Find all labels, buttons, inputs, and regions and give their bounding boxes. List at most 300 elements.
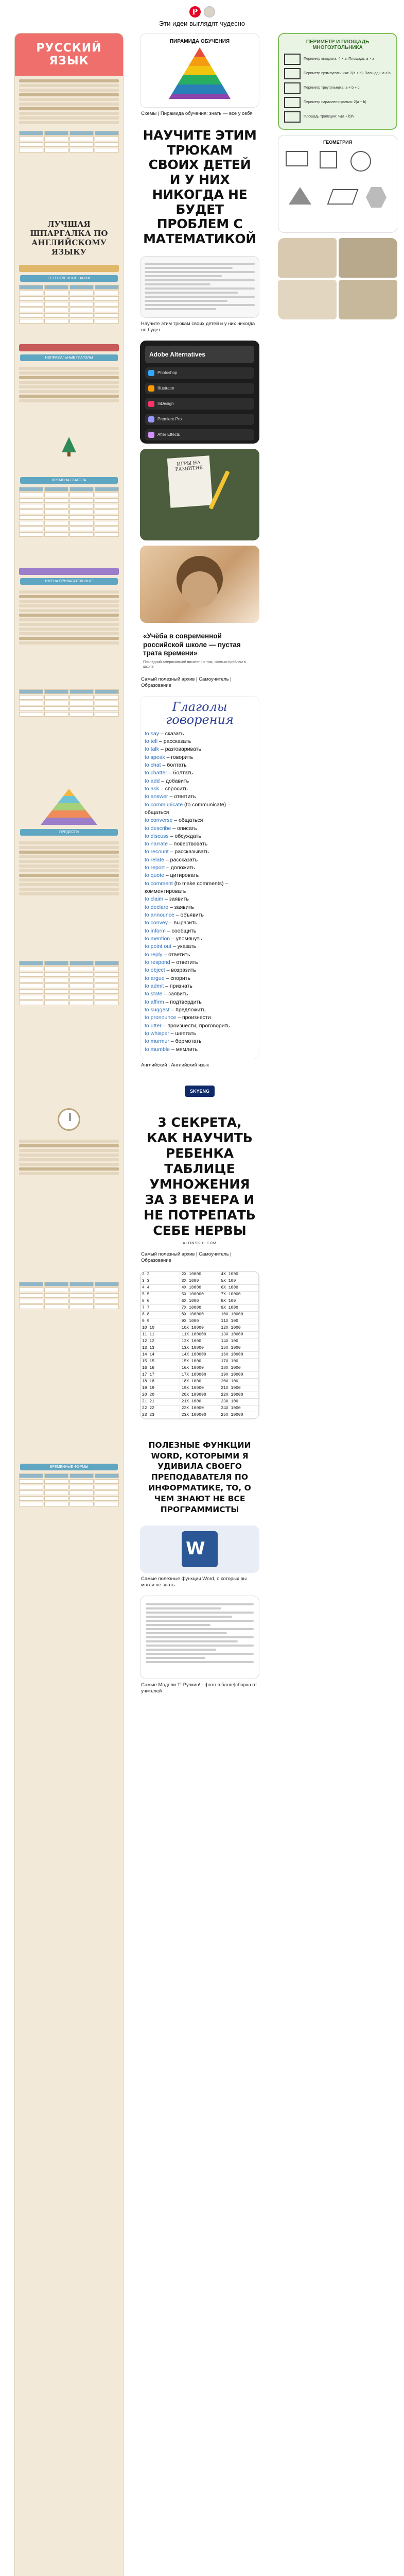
adobe-item [145,398,254,410]
verb-en: to affirm [145,998,164,1005]
table-cell: 4X 1000 [219,1272,259,1278]
section-label-2: НЕПРАВИЛЬНЫЕ ГЛАГОЛЫ [20,354,118,361]
grid-6 [19,1282,119,1309]
verb-en: to comment [145,880,173,887]
verb-en: to converse [145,817,173,824]
table-cell: 3X 1000 [180,1278,220,1284]
ribbon [19,344,119,351]
verb-item [145,880,255,896]
geo-row [284,111,391,123]
pin-multiplication-secrets[interactable] [140,1112,259,1248]
table-cell: 10X 10000 [180,1325,220,1331]
verb-ru: – спорить [164,975,190,981]
rows-6 [15,1136,123,1179]
table-row [140,1325,259,1332]
geo-row [284,97,391,108]
table-cell: 23X 100 [219,1399,259,1405]
table-cell: 10X 10000 [219,1312,259,1318]
verb-en: to quote [145,872,164,879]
table-cell: 22 22 [140,1405,180,1412]
table-cell: 17X 100000 [180,1372,220,1378]
section-label-5: ПРЕДЛОГИ [20,829,118,836]
grid-7 [19,1473,119,1506]
verb-ru: – предложить [169,1007,206,1013]
table-cell: 7X 10000 [180,1305,220,1311]
pin-school-quote[interactable] [140,628,259,674]
table-cell: 7 7 [140,1305,180,1311]
pin-child-photo[interactable] [140,546,259,623]
classroom-photo [278,280,337,319]
child-photo [182,571,218,607]
math-tricks-text: НАУЧИТЕ ЭТИМ ТРЮКАМ СВОИХ ДЕТЕЙ И У НИХ НИКОГДА НЕ БУДЕТ ПРОБЛЕМ С МАТЕМАТИКОЙ [143,127,257,247]
pin-games-chalkboard[interactable] [140,449,259,540]
adobe-item [145,367,254,379]
verb-ru: (to make comments) – комментировать [145,880,229,895]
grid-3 [19,487,119,537]
verb-en: to narrate [145,841,168,848]
table-row [140,1332,259,1338]
middle-column [140,33,259,1702]
verb-ru: – обсуждать [168,833,201,839]
polygon-shape [284,97,301,108]
table-row [140,1292,259,1298]
verb-ru: – заявить [163,896,189,903]
table-cell: 6X 1000 [219,1285,259,1291]
verb-ru: – цитировать [164,872,199,879]
table-cell: 6X 1000 [180,1298,220,1304]
verb-ru: – сообщить [165,927,197,934]
verb-ru: – упомянуть [170,936,202,942]
learning-pyramid-graphic [169,47,231,99]
table-cell: 5 5 [140,1292,180,1298]
verb-en: to argue [145,975,165,981]
table-cell: 17X 100 [219,1359,259,1365]
left-column [14,33,124,2576]
verb-ru: – доложить [165,865,195,871]
table-cell: 6 6 [140,1298,180,1304]
table-row [140,1272,259,1278]
verb-en: to suggest [145,1007,170,1013]
verb-en: to mention [145,936,170,942]
geo-title: ПЕРИМЕТР И ПЛОЩАДЬ МНОГОУГОЛЬНИКА [306,39,370,50]
table-cell: 24X 1000 [219,1405,259,1412]
right-column [278,33,397,325]
verb-item [145,745,255,753]
table-cell: 4 4 [140,1285,180,1291]
rus-head-title: РУССКИЙ ЯЗЫК [15,33,123,76]
verb-item [145,769,255,777]
school-quote-sub: Последний американский писатель о том, сколько проблем в школе [143,660,246,669]
verb-en: to respond [145,959,170,966]
table-row [140,1338,259,1345]
polygon-shape [284,54,301,65]
verb-ru: – выразить [167,920,198,926]
verb-item [145,825,255,833]
pyramid-graphic [41,789,97,825]
verb-ru: – заявить [162,991,188,997]
adobe-item [145,383,254,394]
avatar[interactable] [204,6,215,18]
verb-ru: – объявить [174,912,204,919]
table-cell: 13X 10000 [180,1345,220,1351]
rows-2 [15,363,123,406]
table-row [140,1352,259,1359]
table-cell: 5X 100000 [180,1292,220,1298]
secret-sub: ALONSKIH.COM [183,1241,217,1245]
word-app-icon [182,1531,218,1567]
verb-item [145,1046,255,1054]
table-cell: 12X 1000 [180,1338,220,1345]
geo-formula: Периметр прямоугольника: 2(a + b); Площадь: a × b [304,71,391,75]
pin-caption[interactable]: Самый полезный архив | Самоучитель | Образование [141,1251,232,1263]
table-cell: 25X 10000 [219,1412,259,1418]
rus-grid [19,131,119,152]
table-row [140,1305,259,1312]
verb-item [145,943,255,951]
adobe-title: Adobe Alternatives [145,346,254,363]
geo-formula: Площадь трапеции: ½(a + b)h [304,114,354,118]
table-cell: 7X 10000 [219,1292,259,1298]
rows-5 [15,838,123,899]
verb-en: to point out [145,943,171,950]
section-label-1: ЕСТЕСТВЕННЫЕ НАУКИ [20,275,118,282]
pin-speaking-verbs[interactable] [140,696,259,1059]
verb-ru: – подтвердить [164,998,202,1005]
verb-item [145,801,255,817]
verb-en: to convey [145,920,168,926]
verb-ru: – произнести, проговорить [161,1022,230,1029]
pin-caption[interactable]: Научите этим трюкам своих детей и у них никогда не будет ... [141,320,255,333]
table-row [140,1359,259,1365]
verb-item [145,911,255,919]
verb-item [145,848,255,856]
page-header [0,0,404,33]
table-cell: 19X 10000 [219,1372,259,1378]
verb-item [145,904,255,911]
verb-item [145,951,255,959]
verb-item [145,1006,255,1014]
table-cell: 18 18 [140,1379,180,1385]
table-row [140,1405,259,1412]
circle-shape [350,151,371,172]
tree-icon [62,437,76,452]
table-cell: 16X 10000 [219,1352,259,1358]
verb-item [145,919,255,927]
section-label-3: ВРЕМЕНА ГЛАГОЛА [20,477,118,484]
classroom-photo [339,280,397,319]
verb-ru: – ответить [170,959,198,966]
table-cell: 13X 10000 [219,1332,259,1338]
geo-row [284,54,391,65]
geo-formula: Периметр квадрата: 4 × a; Площадь: a × a [304,57,375,61]
grid-1 [19,285,119,324]
verb-item [145,730,255,738]
verb-item [145,754,255,761]
verb-ru: – рассказать [157,738,191,744]
table-cell: 21X 1000 [180,1399,220,1405]
verb-item [145,967,255,974]
table-row [140,1298,259,1305]
verb-item [145,975,255,982]
pin-learning-pyramid[interactable] [140,33,259,108]
table-cell: 20 20 [140,1392,180,1398]
verb-item [145,895,255,903]
verb-en: to announce [145,912,174,919]
verb-en: to add [145,777,160,784]
classroom-photo [339,238,397,278]
verbs-list [145,730,255,1054]
verb-en: to utter [145,1022,162,1029]
pin-word-icon[interactable] [140,1526,259,1573]
verb-item [145,761,255,769]
table-cell: 2X 10000 [180,1272,220,1278]
table-row [140,1385,259,1392]
table-cell: 8X 100 [219,1298,259,1304]
shapes-title: ГЕОМЕТРИЯ [323,140,353,145]
adobe-item-label: Photoshop [157,370,178,376]
pin-perimeter-area[interactable] [278,33,397,130]
verb-en: to reply [145,951,163,958]
verb-item [145,959,255,967]
table-cell: 14X 100 [219,1338,259,1345]
verb-ru: – шептать [169,1030,197,1037]
adobe-item-label: After Effects [157,432,180,437]
triangle-shape [289,187,311,205]
verb-ru: – описать [171,825,197,832]
table-cell: 8 8 [140,1312,180,1318]
polygon-shape [284,68,301,79]
word-glyph: W [186,1538,205,1560]
verb-ru: – разговаривать [159,746,201,753]
page-title: Эти идеи выглядят чудесно [159,19,245,27]
table-row [140,1379,259,1385]
geo-row [284,82,391,94]
verb-ru: (to communicate) – общаться [145,801,231,816]
verbs-title: Глаголы говорения [166,700,234,727]
verb-ru: – спросить [159,785,188,792]
pin-classroom-photos[interactable] [278,238,397,319]
verb-item [145,872,255,879]
table-row [140,1285,259,1292]
table-row [140,1345,259,1352]
grid-5 [19,961,119,1005]
tree-trunk [67,452,71,456]
adobe-item-label: Illustrator [157,386,174,391]
geo-formula: Периметр параллелограмма: 2(a + b) [304,100,366,104]
table-cell: 18X 1000 [180,1379,220,1385]
verb-en: to murmur [145,1038,169,1045]
table-cell: 15X 1000 [219,1345,259,1351]
adobe-item-label: InDesign [157,401,174,406]
verb-en: to talk [145,746,160,753]
table-cell: 9X 1000 [180,1318,220,1325]
pin-school-logo[interactable] [140,1076,259,1107]
pin-math-tricks[interactable] [140,124,259,251]
table-cell: 21X 1000 [219,1385,259,1392]
polygon-shape [284,111,301,123]
pin-caption[interactable]: Самый полезный архив | Самоучитель | Образование [141,676,232,689]
table-cell: 22X 10000 [219,1392,259,1398]
verb-item [145,1014,255,1022]
verb-item [145,777,255,785]
adobe-item [145,414,254,425]
verb-ru: – ответить [162,951,190,958]
verb-item [145,1038,255,1045]
rows-4 [15,587,123,648]
verb-en: to pronounce [145,1014,177,1021]
verb-en: to whisper [145,1030,169,1037]
pin-word-functions[interactable] [140,1435,259,1520]
table-cell: 16X 10000 [180,1365,220,1371]
pin-geometry-shapes[interactable] [278,135,397,233]
table-cell: 11X 100 [219,1318,259,1325]
multiplication-table [140,1272,259,1419]
header-icons [189,6,215,18]
hexagon-shape [366,187,387,208]
verb-ru: – сказать [159,730,184,737]
verb-ru: – рассказывать [168,849,209,855]
verb-ru: – болтать [161,761,187,768]
verb-en: to speak [145,754,165,760]
table-cell: 3 3 [140,1278,180,1284]
pin-document[interactable] [140,1596,259,1679]
table-row [140,1399,259,1405]
verb-ru: – рассказать [164,856,198,863]
adobe-item [145,429,254,440]
verb-ru: – признать [164,983,192,990]
word-functions-text: ПОЛЕЗНЫЕ ФУНКЦИИ WORD, КОТОРЫМИ Я УДИВИЛА СВОЕГО ПРЕПОДАВАТЕЛЯ ПО ИНФОРМАТИКЕ, ТО, О ЧЕМ ЗНАЮТ НЕ ВСЕ ПРОГРАММИСТЫ [148,1440,251,1515]
verb-item [145,738,255,745]
verb-en: to claim [145,896,164,903]
verb-en: to state [145,991,163,997]
table-cell: 9 9 [140,1318,180,1325]
pin-multiplication-table[interactable] [140,1271,259,1419]
verb-ru: – ответить [168,793,196,800]
verb-item [145,982,255,990]
grid-4 [19,689,119,717]
verb-en: to relate [145,856,164,863]
table-cell: 12X 1000 [219,1325,259,1331]
pin-caption[interactable]: Английский | Английский язык [141,1062,209,1069]
table-cell: 11X 100000 [180,1332,220,1338]
table-cell: 4X 10000 [180,1285,220,1291]
verb-ru: – мямлить [170,1046,198,1053]
table-cell: 13 13 [140,1345,180,1351]
pin-caption[interactable]: Самые Модели Т! Ручкин! - фото в блоге|сборка от учителей [141,1682,257,1694]
table-cell: 16 16 [140,1365,180,1371]
table-cell: 15 15 [140,1359,180,1365]
verb-ru: – произнести [176,1014,211,1021]
verb-item [145,840,255,848]
table-cell: 19 19 [140,1385,180,1392]
verb-ru: – говорить [165,754,194,760]
pin-caption[interactable]: Самые полезные функции Word, о которых вы могли не знать [141,1576,247,1588]
geo-formula: Периметр треугольника: a + b + c [304,86,360,90]
table-cell: 18X 1000 [219,1365,259,1371]
verb-en: to describe [145,825,171,832]
table-cell: 14 14 [140,1352,180,1358]
verb-item [145,833,255,840]
table-cell: 14X 100000 [180,1352,220,1358]
geo-rows [284,54,391,123]
table-cell: 15X 1000 [180,1359,220,1365]
games-paper: ИГРЫ НА РАЗВИТИЕ [167,455,213,507]
square-shape [320,151,337,168]
school-quote: «Учёба в современной российской школе — пустая трата времени» [143,632,241,657]
verb-en: to answer [145,793,168,800]
verb-item [145,927,255,935]
rectangle-shape [286,151,308,166]
table-cell: 22X 10000 [180,1405,220,1412]
table-cell: 5X 100 [219,1278,259,1284]
table-row [140,1372,259,1379]
verb-en: to declare [145,904,169,910]
table-cell: 9X 1000 [219,1305,259,1311]
table-cell: 12 12 [140,1338,180,1345]
verb-en: to communicate [145,801,183,808]
verb-item [145,1030,255,1038]
pin-caption[interactable]: Схемы | Пирамида обучения: знать — все у себя [141,111,253,116]
table-row [140,1392,259,1399]
ribbon [19,568,119,575]
table-row [140,1412,259,1419]
verb-ru: – возразить [165,967,196,974]
table-cell: 17 17 [140,1372,180,1378]
pin-math-doc[interactable] [140,256,259,318]
verb-en: to inform [145,927,166,934]
verb-ru: – повествовать [167,841,208,848]
verb-en: to admit [145,983,164,990]
verb-en: to object [145,967,165,974]
secret-text: 3 СЕКРЕТА, КАК НАУЧИТЬ РЕБЕНКА ТАБЛИЦЕ УМНОЖЕНИЯ ЗА 3 ВЕЧЕРА И НЕ ПОТРЕПАТЬ СЕБЕ НЕРВЫ [144,1114,256,1238]
pyramid-title: ПИРАМИДА ОБУЧЕНИЯ [169,39,230,44]
classroom-photo [278,238,337,278]
cheatsheet-title: ЛУЧШАЯ ШПАРГАЛКА ПО АНГЛИЙСКОМУ ЯЗЫКУ [30,219,108,257]
verb-ru: – общаться [172,817,203,824]
section-label-4: ИМЕНА ПРИЛАГАТЕЛЬНЫЕ [20,578,118,585]
verb-item [145,793,255,801]
verb-en: to discuss [145,833,169,839]
table-cell: 11 11 [140,1332,180,1338]
verb-ru: – болтать [167,770,193,776]
clock-icon [58,1108,80,1131]
verb-en: to say [145,730,160,737]
verb-item [145,990,255,998]
verb-ru: – добавить [160,777,189,784]
table-cell: 8X 100000 [180,1312,220,1318]
verb-en: to report [145,865,165,871]
table-cell: 10 10 [140,1325,180,1331]
verb-item [145,817,255,824]
verb-item [145,1022,255,1030]
ribbon [19,265,119,272]
table-row [140,1318,259,1325]
section-label-6: ВРЕМЕННЫЕ ФОРМЫ [20,1464,118,1470]
pin-russian-infographic[interactable] [14,33,124,2576]
table-row [140,1312,259,1318]
table-cell: 23 23 [140,1412,180,1418]
table-row [140,1365,259,1372]
adobe-item-label: Premiere Pro [157,417,182,422]
verb-item [145,785,255,793]
table-cell: 20X 100000 [180,1392,220,1398]
verb-item [145,856,255,864]
pinterest-logo-icon[interactable]: P [189,6,201,18]
verb-item [145,935,255,943]
pencil-icon [208,470,230,510]
pin-adobe-alternatives[interactable] [140,341,259,444]
verb-en: to tell [145,738,158,744]
